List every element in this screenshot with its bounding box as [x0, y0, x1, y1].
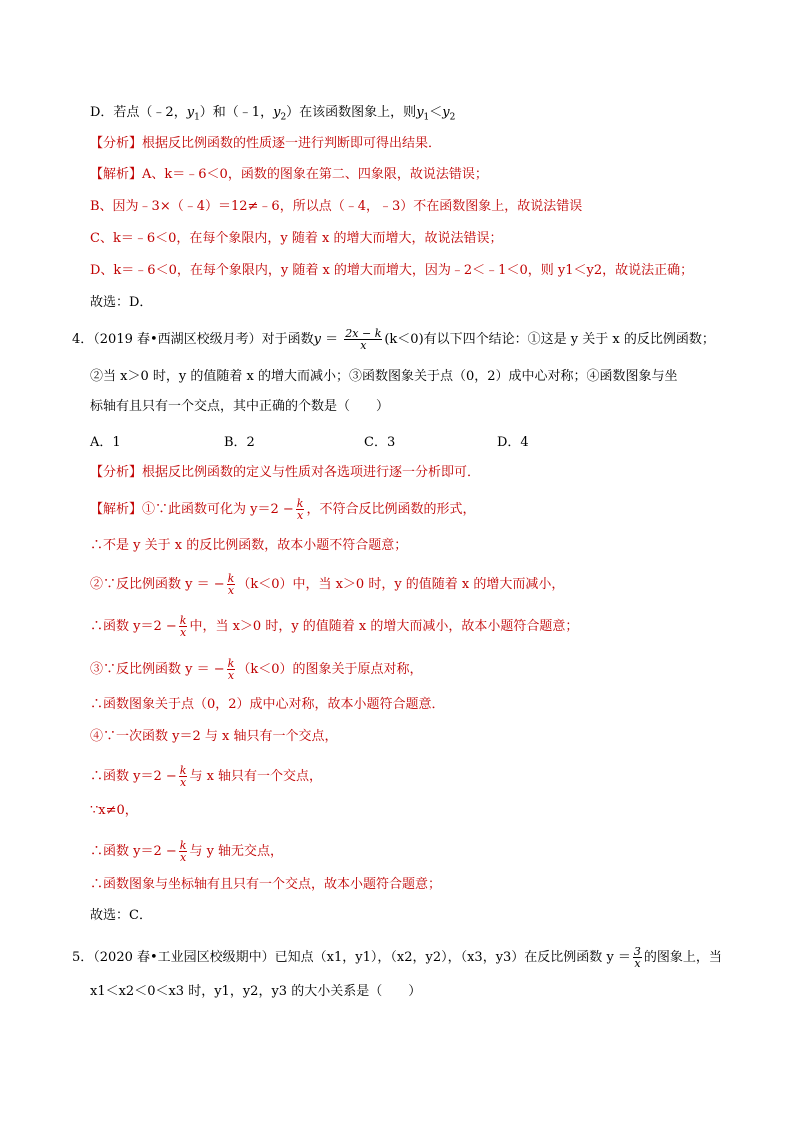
q4-s8-a: ∴函数 y＝2 − [90, 769, 177, 784]
q5-fraction [633, 946, 642, 969]
q3-solution-b: B、因为﹣3×（﹣4）＝12≠﹣6，所以点（﹣4，﹣3）不在函数图象上，故说法错误 [90, 199, 583, 214]
q3-solution-a [90, 166, 488, 184]
q4-frac-num: 2x − k [345, 327, 382, 340]
q4-solution-1 [90, 498, 475, 521]
q4-stem1-a: 4．（2019 春•西湖区校级月考）对于函数 [72, 332, 314, 347]
q3-optd-text-c: ）在该函数图象上，则 [286, 105, 417, 120]
frac-num: k [227, 657, 235, 670]
q4-s10-fraction [179, 840, 188, 863]
q4-solution-2: ∴不是 y 关于 x 的反比例函数，故本小题不符合题意； [90, 538, 408, 553]
q4-option-d: D．4 [497, 435, 529, 450]
q4-s1-fraction [296, 498, 305, 521]
frac-den: x [180, 851, 187, 864]
q4-answer: 故选：C． [90, 908, 152, 923]
q5-stem1-a: 5．（2020 春•工业园区校级期中）已知点（x1，y1），（x2，y2），（x3，y3）在反比例函数 y ＝ [72, 950, 631, 965]
q4-s1-b: ，不符合反比例函数的形式， [306, 502, 476, 517]
q4-s8-b: 与 x 轴只有一个交点， [189, 769, 323, 784]
q3-solution-a-text: A、k＝﹣6＜0，函数的图象在第二、四象限，故说法错误； [142, 167, 488, 182]
q3-solution-label: 【解析】 [90, 167, 143, 182]
frac-den: x [297, 509, 304, 522]
q4-option-c: C．3 [364, 435, 396, 450]
q4-analysis: 【分析】根据反比例函数的定义与性质对各选项进行逐一分析即可． [90, 465, 481, 480]
q3-optd-text-b: ）和（﹣1， [199, 105, 274, 120]
q4-s5-fraction [227, 658, 236, 681]
q4-s3-b: （k＜0）中，当 x＞0 时，y 的值随着 x 的增大而减小， [237, 577, 565, 592]
frac-den: x [227, 584, 235, 597]
q4-s8-fraction [179, 765, 188, 788]
q4-option-a: A．1 [90, 435, 121, 450]
q3-solution-d: D、k＝﹣6＜0，在每个象限内，y 随着 x 的增大而增大，因为﹣2＜﹣1＜0，则 y1＜y2，故说法正确； [90, 263, 694, 278]
q4-frac-den: x [344, 339, 382, 351]
q4-solution-9: ∵x≠0， [90, 803, 138, 818]
q3-optd-text-a: D．若点（﹣2， [90, 105, 187, 120]
q5-frac-num: 3 [633, 945, 641, 958]
frac-den: x [180, 776, 187, 789]
q4-s10-b: 与 y 轴无交点， [189, 844, 284, 859]
q4-solution-5 [90, 658, 422, 681]
frac-den: x [180, 626, 187, 639]
q3-option-d: D．若点（﹣2，$y_1$）和（﹣1，$y_2$）在该函数图象上，则$y_1<y_2$ [90, 105, 456, 123]
q4-solution-10 [90, 840, 283, 863]
q4-stem1-b: (k＜0)有以下四个结论：①这是 y 关于 x 的反比例函数； [384, 332, 715, 347]
q4-s5-b: （k＜0）的图象关于原点对称， [237, 662, 423, 677]
q4-stem-line3: 标轴有且只有一个交点，其中正确的个数是（ ） [90, 399, 390, 414]
q5-stem1-b: 的图象上，当 [643, 950, 722, 965]
frac-num: k [179, 764, 187, 777]
frac-num: k [179, 839, 187, 852]
q3-analysis: 【分析】根据反比例函数的性质逐一进行判断即可得出结果． [90, 136, 442, 151]
q4-stem-line1: 4．（2019 春•西湖区校级月考）对于函数y ＝ $\frac{2x - k}{x}$ (k＜0)有以下四个结论：①这是 y 关于 x 的反比例函数； [72, 327, 715, 352]
q4-s4-a: ∴函数 y＝2 − [90, 619, 177, 634]
q4-solution-8 [90, 765, 322, 788]
q4-solution-7: ④∵一次函数 y＝2 与 x 轴只有一个交点， [90, 729, 338, 744]
frac-num: k [296, 497, 304, 510]
q4-s10-a: ∴函数 y＝2 − [90, 844, 177, 859]
q4-s4-b: 中，当 x＞0 时，y 的值随着 x 的增大而减小，故本小题符合题意； [189, 619, 579, 634]
q5-stem-line1 [72, 946, 722, 969]
frac-den: x [227, 669, 235, 682]
q4-solution-11: ∴函数图象与坐标轴有且只有一个交点，故本小题符合题意； [90, 877, 442, 892]
q4-solution-6: ∴函数图象关于点（0，2）成中心对称，故本小题符合题意． [90, 697, 445, 712]
q4-s3-fraction [227, 573, 236, 596]
q4-s5-a: ③∵反比例函数 y ＝ − [90, 662, 225, 677]
q4-s1-a: 【解析】①∵此函数可化为 y＝2 − [90, 502, 294, 517]
frac-num: k [179, 614, 187, 627]
q4-option-b: B．2 [224, 435, 255, 450]
q4-solution-4 [90, 615, 578, 638]
q4-s3-a: ②∵反比例函数 y ＝ − [90, 577, 225, 592]
q4-s4-fraction [179, 615, 188, 638]
q5-stem-line2: x1＜x2＜0＜x3 时，y1，y2，y3 的大小关系是（ ） [90, 984, 422, 999]
q4-stem-fraction [344, 328, 382, 351]
q4-solution-3 [90, 573, 564, 596]
q3-answer: 故选：D． [90, 295, 153, 310]
frac-num: k [227, 572, 235, 585]
q3-solution-c: C、k＝﹣6＜0，在每个象限内，y 随着 x 的增大而增大，故说法错误； [90, 231, 503, 246]
q4-stem-line2: ②当 x＞0 时，y 的值随着 x 的增大而减小；③函数图象关于点（0，2）成中心对称；④函数图象与坐 [90, 369, 678, 384]
q5-frac-den: x [634, 957, 641, 970]
